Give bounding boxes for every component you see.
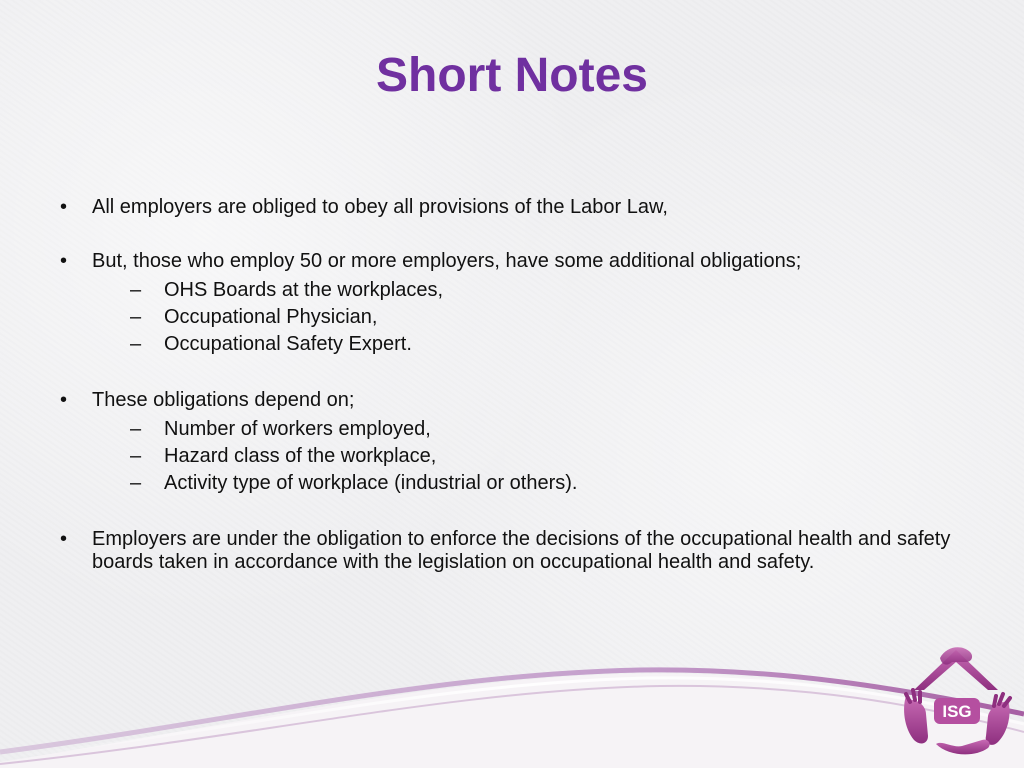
dash-glyph: – xyxy=(130,472,142,494)
decorative-wave xyxy=(0,640,1024,768)
sub-text: Number of workers employed, xyxy=(164,418,431,440)
bullet-text: But, those who employ 50 or more employers, have some additional obligations; xyxy=(92,250,802,272)
bullet-item xyxy=(56,528,976,574)
sub-text: Activity type of workplace (industrial or others). xyxy=(164,472,578,494)
dash-glyph: – xyxy=(130,445,142,467)
sub-item xyxy=(92,416,976,443)
dash-glyph: – xyxy=(130,279,142,301)
dash-glyph: – xyxy=(130,333,142,355)
bullet-item xyxy=(56,389,976,497)
dash-glyph: – xyxy=(130,418,142,440)
bullet-glyph: • xyxy=(60,196,68,218)
sub-text: Occupational Safety Expert. xyxy=(164,333,412,355)
bullet-text: All employers are obliged to obey all provisions of the Labor Law, xyxy=(92,196,668,218)
sub-item xyxy=(92,277,976,304)
bullet-glyph: • xyxy=(60,389,68,411)
sub-item xyxy=(92,470,976,497)
isg-logo xyxy=(896,636,1016,764)
sub-item xyxy=(92,331,976,358)
slide-title: Short Notes xyxy=(375,49,648,102)
bullet-glyph: • xyxy=(60,528,68,550)
bullet-glyph: • xyxy=(60,250,68,272)
logo-text: ISG xyxy=(942,702,972,721)
bullet-list xyxy=(56,196,976,574)
sub-text: OHS Boards at the workplaces, xyxy=(164,279,444,301)
bullet-item xyxy=(56,196,976,219)
sub-item xyxy=(92,443,976,470)
bullet-text: These obligations depend on; xyxy=(92,389,355,411)
slide-body xyxy=(56,196,976,605)
sub-text: Occupational Physician, xyxy=(164,306,378,328)
dash-glyph: – xyxy=(130,306,142,328)
sub-list xyxy=(92,277,976,358)
sub-item xyxy=(92,304,976,331)
bullet-item xyxy=(56,250,976,358)
sub-text: Hazard class of the workplace, xyxy=(164,445,437,467)
sub-list xyxy=(92,416,976,497)
bullet-text: Employers are under the obligation to enforce the decisions of the occupational health and safety boards taken in accordance with the legislation on occupational health and safety. xyxy=(92,528,951,573)
